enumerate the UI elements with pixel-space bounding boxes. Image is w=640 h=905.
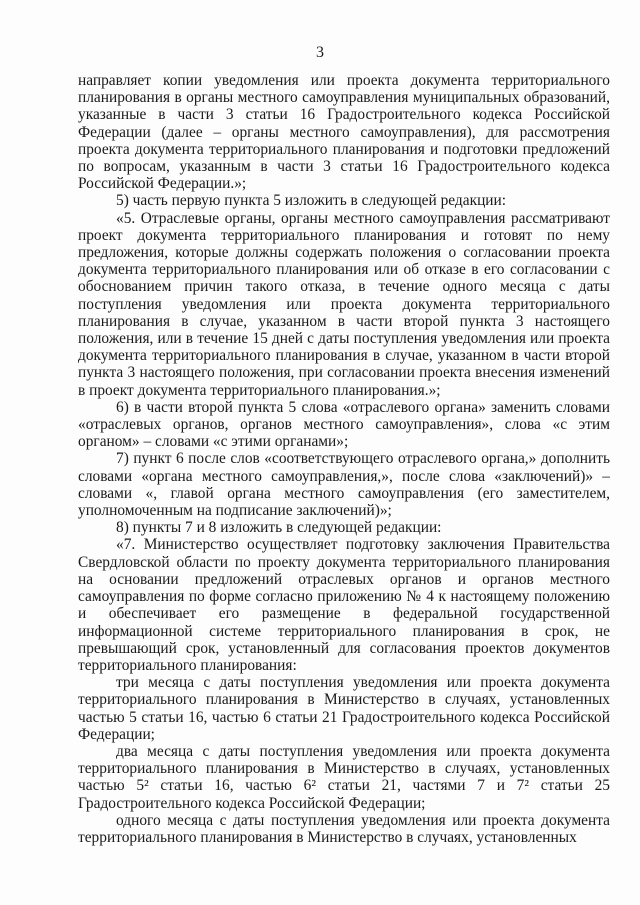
paragraph-item-5: 5) часть первую пункта 5 изложить в следующей редакции: bbox=[116, 192, 507, 210]
page-number: 3 bbox=[316, 44, 324, 61]
paragraph-three-months: три месяца с даты поступления уведомления или проекта документа территориального планирования в Министерство в случаях, установленных частью 5 статьи 16, частью 6 статьи 21 Градостроительного кодекса Российской Федерации; bbox=[78, 674, 610, 743]
paragraph-item-7: 7) пункт 6 после слов «соответствующего отраслевого органа,» дополнить словами «органа местного самоуправления,», после слова «заключений)» – словами «, главой органа местного самоуправления (его заместителем, уполномоченным на подписание заключений)»; bbox=[78, 450, 610, 520]
paragraph-new-clause-7: «7. Министерство осуществляет подготовку заключения Правительства Свердловской области по проекту документа территориального планирования на основании предложений отраслевых органов и органов местного самоуправления по форме согласно приложению № 4 к настоящему положению и обеспечивает его размещение в федеральной государственной информационной системе территориального планирования в срок, не превышающий срок, установленный для согласования проектов документов территориального планирования: bbox=[78, 536, 610, 674]
paragraph-new-clause-5: «5. Отраслевые органы, органы местного самоуправления рассматривают проект документа территориального планирования и готовят по нему предложения, которые должны содержать положения о согласовании проекта документа территориального планирования или об отказе в его согласовании с обоснованием причин такого отказа, в течение одного месяца с даты поступления уведомления или проекта документа территориального планирования в случае, указанном в части второй пункта 3 настоящего положения, или в течение 15 дней с даты поступления уведомления или проекта документа территориального планирования в случае, указанном в части второй пункта 3 настоящего положения, при согласовании проекта внесения изменений в проект документа территориального планирования.»; bbox=[78, 209, 610, 399]
paragraph-item-8: 8) пункты 7 и 8 изложить в следующей редакции: bbox=[116, 519, 442, 537]
paragraph-one-month: одного месяца с даты поступления уведомления или проекта документа территориального планирования в Министерство в случаях, установленных bbox=[78, 811, 610, 846]
document-body bbox=[78, 72, 610, 846]
paragraph-1: направляет копии уведомления или проекта документа территориального планирования в органы местного самоуправления муниципальных образований, указанные в части 3 статьи 16 Градостроительного кодекса Российской Федерации (далее – органы местного самоуправления), для рассмотрения проекта документа территориального планирования и подготовки предложений по вопросам, указанным в части 3 статьи 16 Градостроительного кодекса Российской Федерации.»; bbox=[78, 72, 610, 193]
paragraph-item-6: 6) в части второй пункта 5 слова «отраслевого органа» заменить словами «отраслевых органов, органов местного самоуправления», слова «с этим органом» – словами «с этими органами»; bbox=[78, 398, 610, 451]
paragraph-two-months: два месяца с даты поступления уведомления или проекта документа территориального планирования в Министерство в случаях, установленных частью 5² статьи 16, частью 6² статьи 21, частями 7 и 7² статьи 25 Градостроительного кодекса Российской Федерации; bbox=[78, 742, 610, 812]
